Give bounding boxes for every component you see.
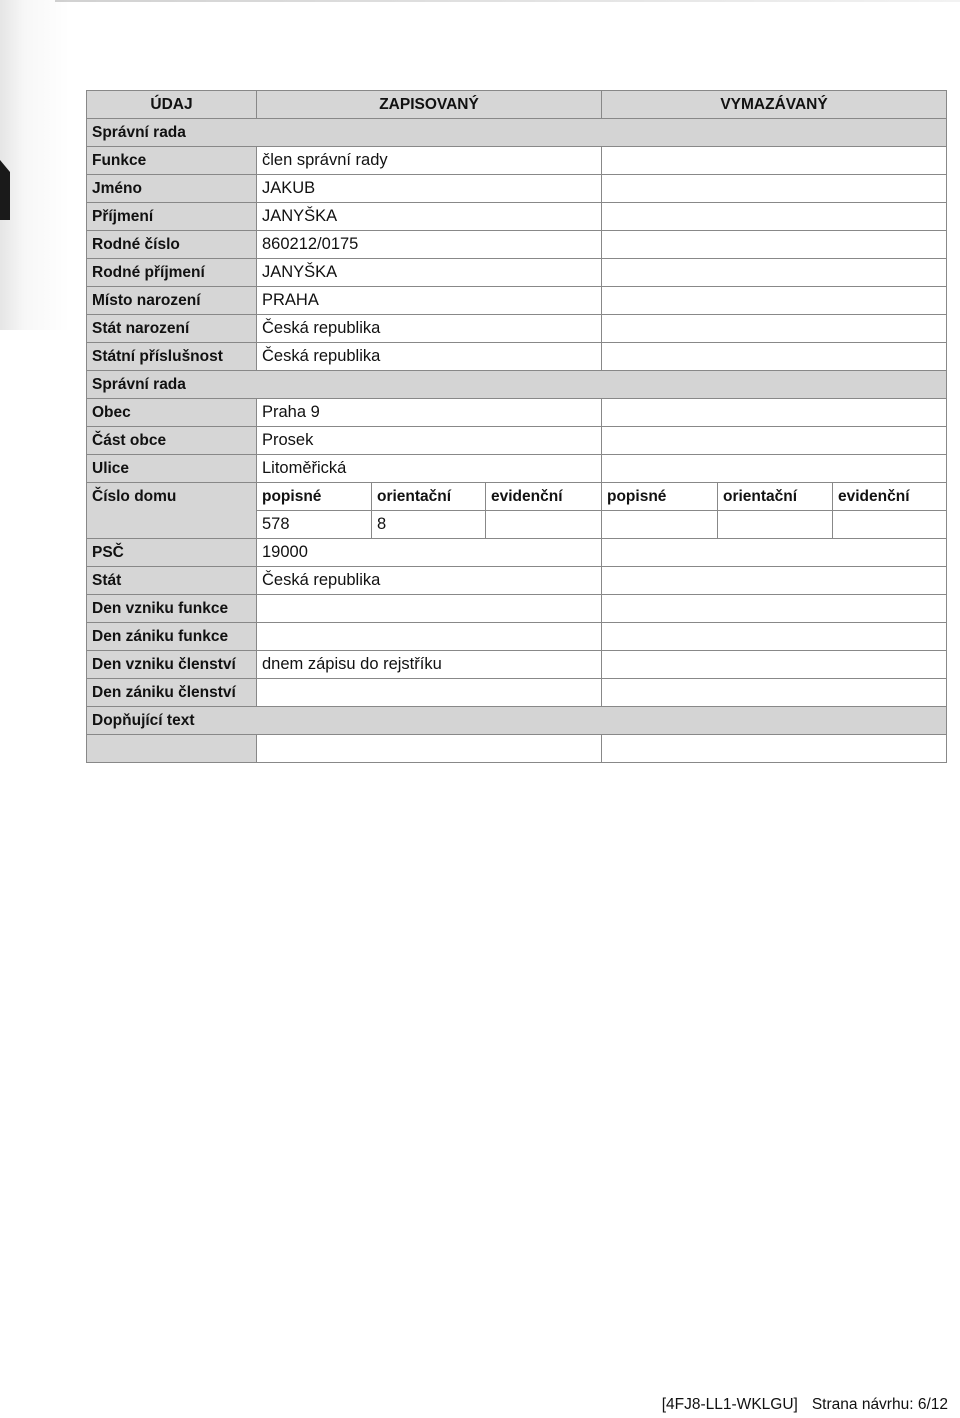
table-row — [87, 735, 947, 763]
value-evidencni — [486, 511, 602, 539]
table-row — [87, 679, 947, 707]
scan-topline — [55, 0, 960, 2]
deleted-den-zaniku-clenstvi — [602, 679, 947, 707]
deleted-den-vzniku-clenstvi — [602, 651, 947, 679]
header-vymazavany: VYMAZÁVANÝ — [602, 91, 947, 119]
value-statni-prislusnost: Česká republika — [257, 343, 602, 371]
deleted-evidencni — [833, 511, 947, 539]
value-popisne: 578 — [257, 511, 372, 539]
label-blank — [87, 735, 257, 763]
deleted-rodne-prijmeni — [602, 259, 947, 287]
table-row — [87, 175, 947, 203]
value-funkce: člen správní rady — [257, 147, 602, 175]
label-rodne-prijmeni: Rodné příjmení — [87, 259, 257, 287]
scan-shadow — [0, 0, 70, 330]
table-row — [87, 399, 947, 427]
label-cast-obce: Část obce — [87, 427, 257, 455]
deleted-jmeno — [602, 175, 947, 203]
table-row — [87, 595, 947, 623]
label-rodne-cislo: Rodné číslo — [87, 231, 257, 259]
deleted-orientacni — [718, 511, 833, 539]
table-row — [87, 427, 947, 455]
label-cislo-domu: Číslo domu — [87, 483, 257, 539]
section-row — [87, 371, 947, 399]
table-row — [87, 455, 947, 483]
section-row — [87, 119, 947, 147]
value-den-vzniku-funkce — [257, 595, 602, 623]
sub-orientacni: orientační — [372, 483, 486, 511]
label-stat: Stát — [87, 567, 257, 595]
label-den-vzniku-clenstvi: Den vzniku členství — [87, 651, 257, 679]
table-row — [87, 623, 947, 651]
sub-evidencni: evidenční — [486, 483, 602, 511]
table-row — [87, 147, 947, 175]
value-den-vzniku-clenstvi: dnem zápisu do rejstříku — [257, 651, 602, 679]
value-rodne-prijmeni: JANYŠKA — [257, 259, 602, 287]
table-row — [87, 315, 947, 343]
table-row — [87, 651, 947, 679]
section-spravni-rada: Správní rada — [87, 119, 947, 147]
document-code: [4FJ8-LL1-WKLGU] — [661, 1396, 798, 1413]
header-zapisovany: ZAPISOVANÝ — [257, 91, 602, 119]
page-footer — [662, 1396, 948, 1414]
deleted-rodne-cislo — [602, 231, 947, 259]
value-den-zaniku-funkce — [257, 623, 602, 651]
table-row — [87, 343, 947, 371]
label-psc: PSČ — [87, 539, 257, 567]
value-psc: 19000 — [257, 539, 602, 567]
table-row — [87, 287, 947, 315]
deleted-stat — [602, 567, 947, 595]
sub-popisne: popisné — [257, 483, 372, 511]
label-prijmeni: Příjmení — [87, 203, 257, 231]
value-misto-narozeni: PRAHA — [257, 287, 602, 315]
deleted-cast-obce — [602, 427, 947, 455]
table-row — [87, 203, 947, 231]
registry-table — [86, 90, 947, 763]
deleted-obec — [602, 399, 947, 427]
value-cast-obce: Prosek — [257, 427, 602, 455]
label-misto-narozeni: Místo narození — [87, 287, 257, 315]
sub-orientacni-deleted: orientační — [718, 483, 833, 511]
sub-popisne-deleted: popisné — [602, 483, 718, 511]
label-statni-prislusnost: Státní příslušnost — [87, 343, 257, 371]
deleted-stat-narozeni — [602, 315, 947, 343]
label-ulice: Ulice — [87, 455, 257, 483]
value-obec: Praha 9 — [257, 399, 602, 427]
label-den-zaniku-clenstvi: Den zániku členství — [87, 679, 257, 707]
value-stat: Česká republika — [257, 567, 602, 595]
value-den-zaniku-clenstvi — [257, 679, 602, 707]
value-doplnujici-text — [257, 735, 602, 763]
value-rodne-cislo: 860212/0175 — [257, 231, 602, 259]
page-number: Strana návrhu: 6/12 — [811, 1396, 948, 1413]
deleted-popisne — [602, 511, 718, 539]
table-row — [87, 231, 947, 259]
sub-evidencni-deleted: evidenční — [833, 483, 947, 511]
label-stat-narozeni: Stát narození — [87, 315, 257, 343]
section-doplnujici-text: Dopňující text — [87, 707, 947, 735]
deleted-den-zaniku-funkce — [602, 623, 947, 651]
deleted-misto-narozeni — [602, 287, 947, 315]
label-den-vzniku-funkce: Den vzniku funkce — [87, 595, 257, 623]
deleted-doplnujici-text — [602, 735, 947, 763]
value-orientacni: 8 — [372, 511, 486, 539]
value-ulice: Litoměřická — [257, 455, 602, 483]
label-funkce: Funkce — [87, 147, 257, 175]
cislo-domu-header-row — [87, 483, 947, 511]
deleted-ulice — [602, 455, 947, 483]
deleted-prijmeni — [602, 203, 947, 231]
table-row — [87, 259, 947, 287]
deleted-statni-prislusnost — [602, 343, 947, 371]
label-den-zaniku-funkce: Den zániku funkce — [87, 623, 257, 651]
label-obec: Obec — [87, 399, 257, 427]
label-jmeno: Jméno — [87, 175, 257, 203]
deleted-funkce — [602, 147, 947, 175]
section-spravni-rada-address: Správní rada — [87, 371, 947, 399]
header-row — [87, 91, 947, 119]
table-row — [87, 567, 947, 595]
value-prijmeni: JANYŠKA — [257, 203, 602, 231]
value-stat-narozeni: Česká republika — [257, 315, 602, 343]
value-jmeno: JAKUB — [257, 175, 602, 203]
table-row — [87, 539, 947, 567]
deleted-psc — [602, 539, 947, 567]
header-udaj: ÚDAJ — [87, 91, 257, 119]
section-row — [87, 707, 947, 735]
deleted-den-vzniku-funkce — [602, 595, 947, 623]
